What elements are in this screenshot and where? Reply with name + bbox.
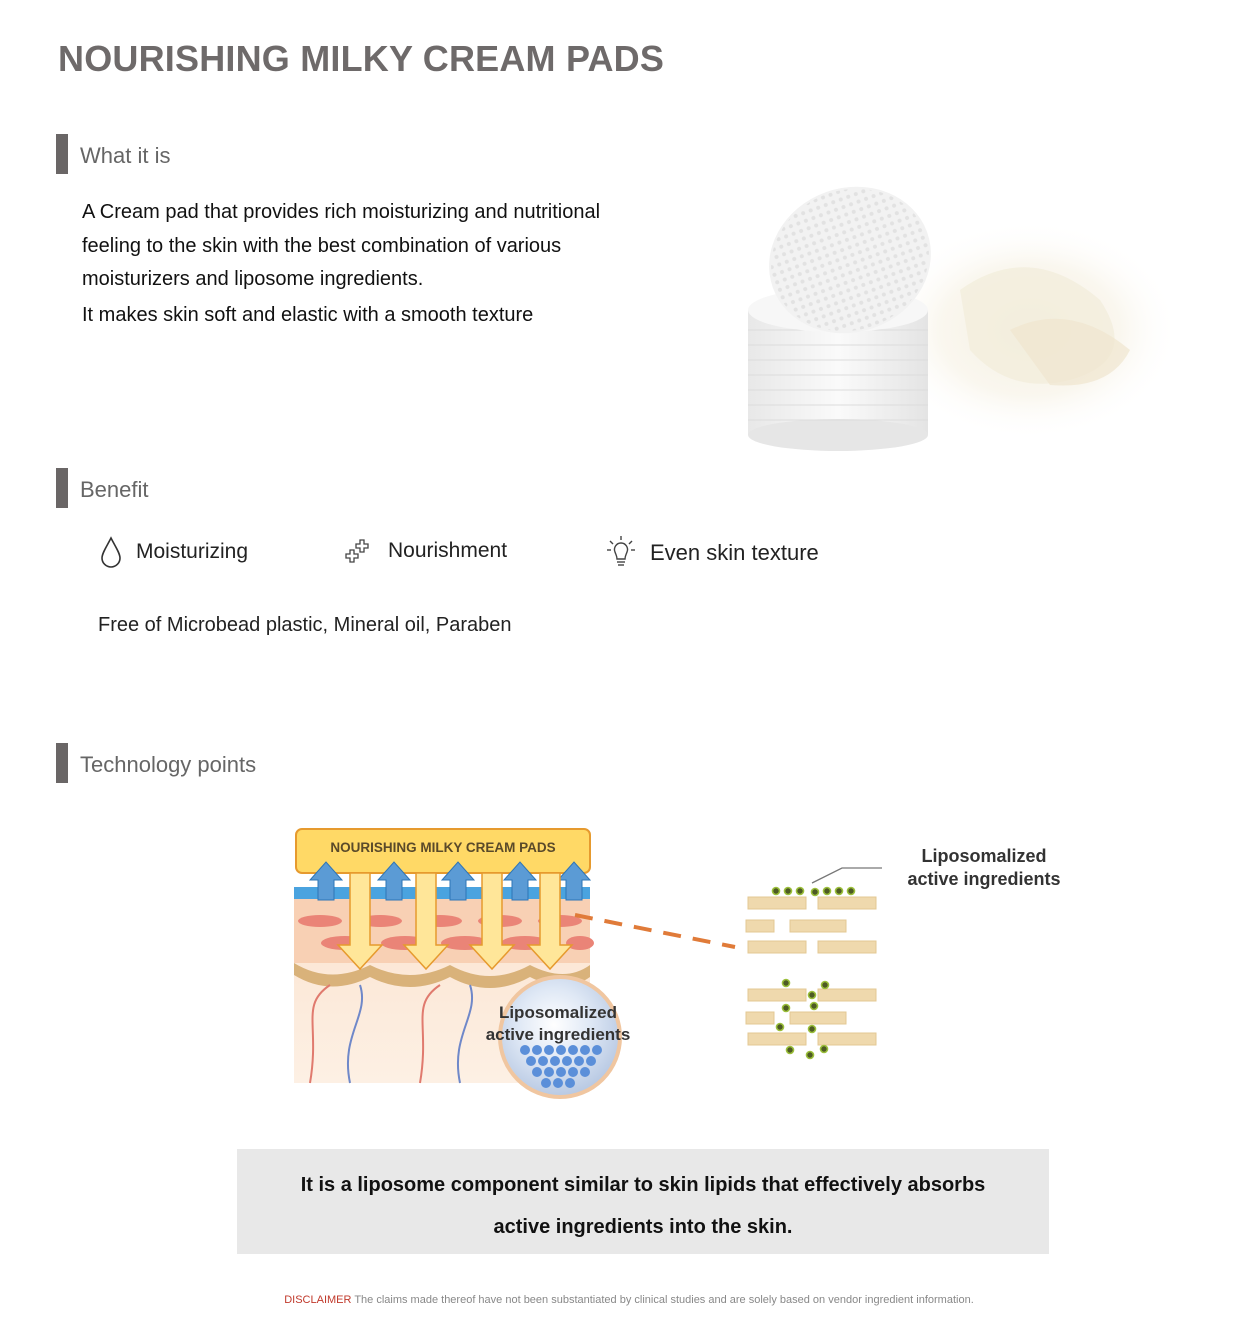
description-line: feeling to the skin with the best combination of various	[82, 234, 562, 257]
benefit-nourishment	[340, 536, 507, 570]
description-line: moisturizers and liposome ingredients.	[82, 268, 424, 290]
benefit-even-skin-texture	[606, 535, 819, 571]
product-description	[82, 196, 682, 332]
section-marker	[56, 468, 68, 508]
callout-line: It is a liposome component similar to skin lipids that effectively absorbs	[300, 1174, 986, 1196]
lightbulb-icon	[606, 535, 636, 571]
dashed-connector	[575, 915, 735, 947]
benefit-moisturizing	[100, 536, 248, 568]
description-line: A Cream pad that provides rich moisturizing and nutritional	[82, 201, 601, 223]
section-marker	[56, 743, 68, 783]
section-marker	[56, 134, 68, 174]
drop-icon	[100, 536, 122, 568]
section-heading-what-it-is: What it is	[80, 143, 171, 168]
disclaimer-label: DISCLAIMER	[284, 1294, 352, 1306]
side-label-line: Liposomalized	[921, 846, 1047, 866]
side-label-line: active ingredients	[907, 869, 1061, 889]
section-heading-technology: Technology points	[80, 752, 257, 777]
inset-label: Liposomalized	[498, 1003, 618, 1022]
benefit-label: Moisturizing	[136, 540, 249, 563]
lipid-layer	[746, 897, 876, 1045]
diagram-banner-text: NOURISHING MILKY CREAM PADS	[330, 840, 556, 855]
crosses-icon	[340, 536, 374, 570]
free-of-statement: Free of Microbead plastic, Mineral oil, Paraben	[98, 614, 512, 636]
side-diagram-label	[884, 845, 1084, 891]
section-heading-benefit: Benefit	[80, 477, 149, 502]
disclaimer	[0, 1294, 1258, 1306]
benefit-label: Even skin texture	[650, 540, 819, 565]
inset-label: active ingredients	[485, 1025, 631, 1044]
label-leader-line	[812, 868, 882, 883]
disclaimer-text: The claims made thereof have not been substantiated by clinical studies and are solely based on vendor ingredient information.	[351, 1294, 974, 1306]
product-image	[730, 180, 1170, 470]
description-line: It makes skin soft and elastic with a smooth texture	[82, 303, 534, 326]
page-title: NOURISHING MILKY CREAM PADS	[58, 38, 665, 79]
callout-box	[237, 1149, 1049, 1254]
benefit-label: Nourishment	[388, 539, 508, 562]
technology-diagram	[290, 825, 900, 1105]
callout-line: active ingredients into the skin.	[493, 1216, 793, 1238]
